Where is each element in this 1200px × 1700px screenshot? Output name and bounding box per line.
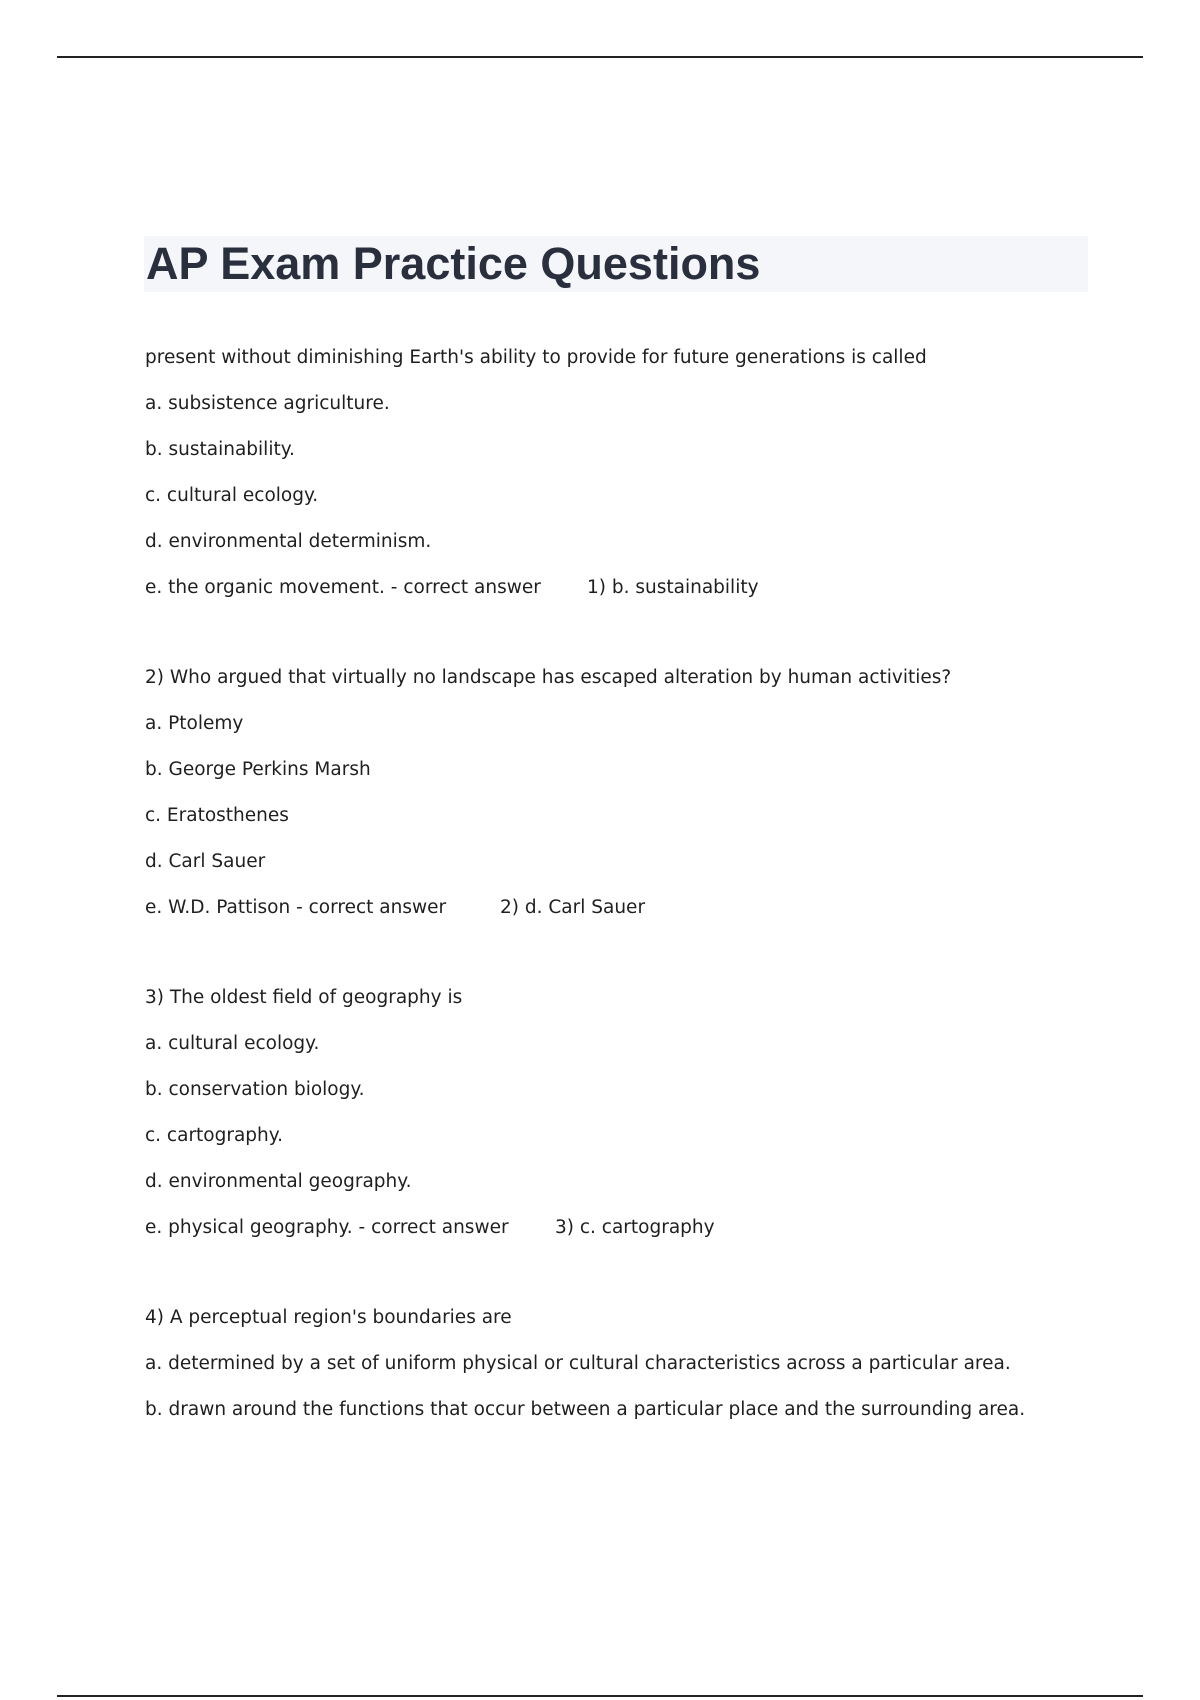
- option-a: a. determined by a set of uniform physical or cultural characteristics across a particular area.: [145, 1353, 1011, 1374]
- question-1: [145, 335, 1105, 611]
- spacer: [145, 1251, 1105, 1295]
- option-d: d. environmental determinism.: [145, 531, 432, 552]
- question-stem: present without diminishing Earth's ability to provide for future generations is called: [145, 347, 927, 368]
- option-e: e. W.D. Pattison - correct answer: [145, 897, 447, 918]
- option-e: e. the organic movement. - correct answer: [145, 577, 541, 598]
- option-e: e. physical geography. - correct answer: [145, 1217, 509, 1238]
- question-stem: 3) The oldest field of geography is: [145, 987, 463, 1008]
- spacer: [145, 611, 1105, 655]
- question-3: [145, 975, 1105, 1251]
- option-e-row: [145, 885, 1105, 931]
- option-b: b. George Perkins Marsh: [145, 759, 371, 780]
- question-stem: 4) A perceptual region's boundaries are: [145, 1307, 512, 1328]
- correct-answer: 2) d. Carl Sauer: [500, 897, 646, 918]
- spacer: [145, 931, 1105, 975]
- bottom-rule: [57, 1695, 1143, 1697]
- option-b: b. sustainability.: [145, 439, 295, 460]
- option-b: b. conservation biology.: [145, 1079, 365, 1100]
- question-stem: 2) Who argued that virtually no landscape has escaped alteration by human activities?: [145, 667, 952, 688]
- question-2: [145, 655, 1105, 931]
- correct-answer: 1) b. sustainability: [587, 577, 759, 598]
- top-rule: [57, 56, 1143, 58]
- option-a: a. Ptolemy: [145, 713, 244, 734]
- question-4: [145, 1295, 1105, 1433]
- option-d: d. Carl Sauer: [145, 851, 266, 872]
- option-c: c. cartography.: [145, 1125, 283, 1146]
- option-e-row: [145, 1205, 1105, 1251]
- option-d: d. environmental geography.: [145, 1171, 412, 1192]
- option-a: a. subsistence agriculture.: [145, 393, 390, 414]
- option-c: c. Eratosthenes: [145, 805, 289, 826]
- question-list: [145, 335, 1105, 1433]
- option-a: a. cultural ecology.: [145, 1033, 320, 1054]
- option-e-row: [145, 565, 1105, 611]
- option-b: b. drawn around the functions that occur between a particular place and the surrounding area.: [145, 1399, 1026, 1420]
- option-c: c. cultural ecology.: [145, 485, 319, 506]
- page-title: AP Exam Practice Questions: [146, 238, 761, 289]
- correct-answer: 3) c. cartography: [555, 1217, 715, 1238]
